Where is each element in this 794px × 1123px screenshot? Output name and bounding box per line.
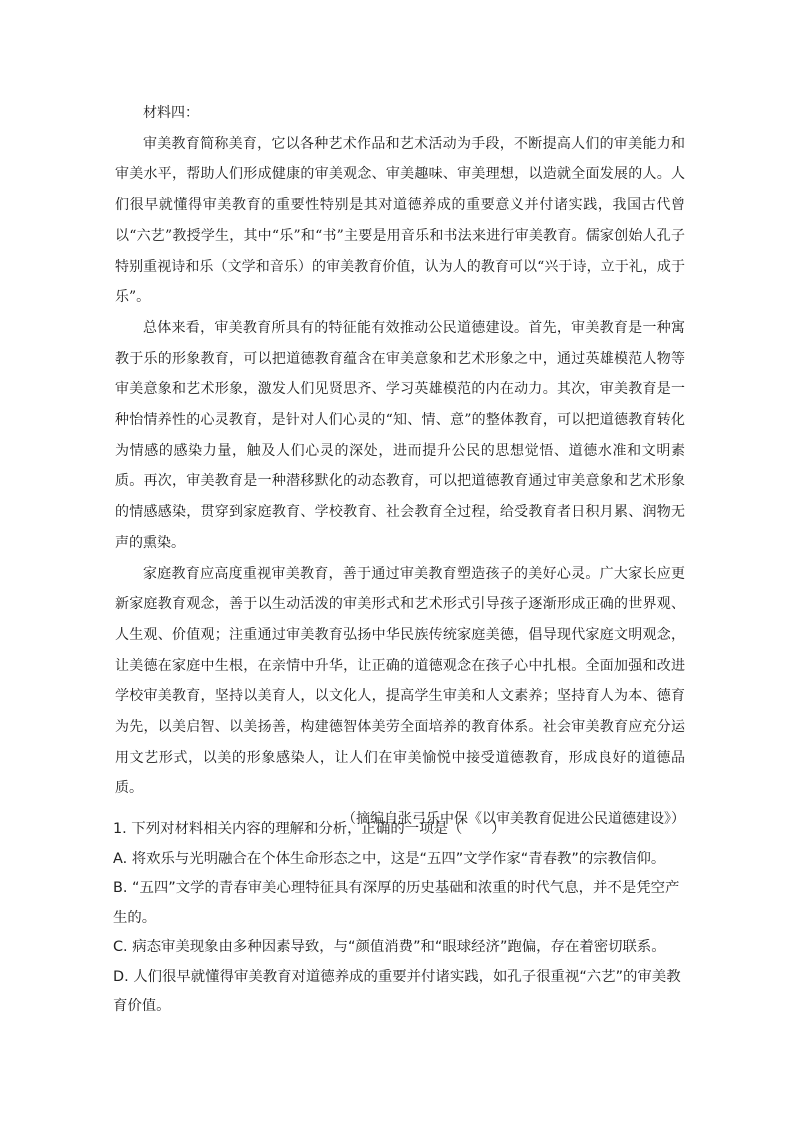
- question-block: [113, 815, 688, 1022]
- material-heading: 材料四：: [143, 105, 199, 121]
- option-b: B. “五四”文学的青春审美心理特征具有深厚的历史基础和浓重的时代气息，并不是凭空产生的。: [113, 880, 680, 926]
- option-a: A. 将欢乐与光明融合在个体生命形态之中，这是“五四”文学作家“青春教”的宗教信仰。: [113, 850, 666, 867]
- reading-material: [115, 98, 685, 835]
- question-stem: 1. 下列对材料相关内容的理解和分析，正确的一项是（ ）: [113, 821, 506, 837]
- material-paragraph-2: 总体来看，审美教育所具有的特征能有效推动公民道德建设。首先，审美教育是一种寓教于乐的形象教育，可以把道德教育蕴含在审美意象和艺术形象之中，通过英雄模范人物等审美意象和艺术形象，激发人们见贤思齐、学习英雄模范的内在动力。其次，审美教育是一种怡情养性的心灵教育，是针对人们心灵的“知、情、意”的整体教育，可以把道德教育转化为情感的感染力量，触及人们心灵的深处，进而提升公民的思想觉悟、道德水准和文明素质。再次，审美教育是一种潜移默化的动态教育，可以把道德教育通过审美意象和艺术形象的情感感染，贯穿到家庭教育、学校教育、社会教育全过程，给受教育者日积月累、润物无声的熏染。: [115, 319, 685, 551]
- material-source: （摘编自张弓乐中保《以审美教育促进公民道德建设》）: [342, 811, 685, 828]
- option-c: C. 病态审美现象由多种因素导致，与“颜值消费”和“眼球经济”跑偏，存在着密切联系。: [113, 939, 666, 955]
- material-paragraph-3: 家庭教育应高度重视审美教育，善于通过审美教育塑造孩子的美好心灵。广大家长应更新家庭教育观念，善于以生动活泼的审美形式和艺术形式引导孩子逐渐形成正确的世界观、人生观、价值观；注重通过审美教育弘扬中华民族传统家庭美德，倡导现代家庭文明观念，让美德在家庭中生根，在亲情中升华，让正确的道德观念在孩子心中扎根。全面加强和改进学校审美教育，坚持以美育人，以文化人，提高学生审美和人文素养；坚持育人为本、德育为先，以美启智、以美扬善，构建德智体美劳全面培养的教育体系。社会审美教育应充分运用文艺形式，以美的形象感染人，让人们在审美愉悦中接受道德教育，形成良好的道德品质。: [115, 565, 685, 797]
- material-paragraph-1: 审美教育简称美育，它以各种艺术作品和艺术活动为手段，不断提高人们的审美能力和审美水平，帮助人们形成健康的审美观念、审美趣味、审美理想，以造就全面发展的人。人们很早就懂得审美教育的重要性特别是其对道德养成的重要意义并付诸实践，我国古代曾以“六艺”教授学生，其中“乐”和“书”主要是用音乐和书法来进行审美教育。儒家创始人孔子特别重视诗和乐（文学和音乐）的审美教育价值，认为人的教育可以“兴于诗，立于礼，成于乐”。: [115, 135, 685, 306]
- option-d: D. 人们很早就懂得审美教育对道德养成的重要并付诸实践，如孔子很重视“六艺”的审美教育价值。: [113, 968, 681, 1014]
